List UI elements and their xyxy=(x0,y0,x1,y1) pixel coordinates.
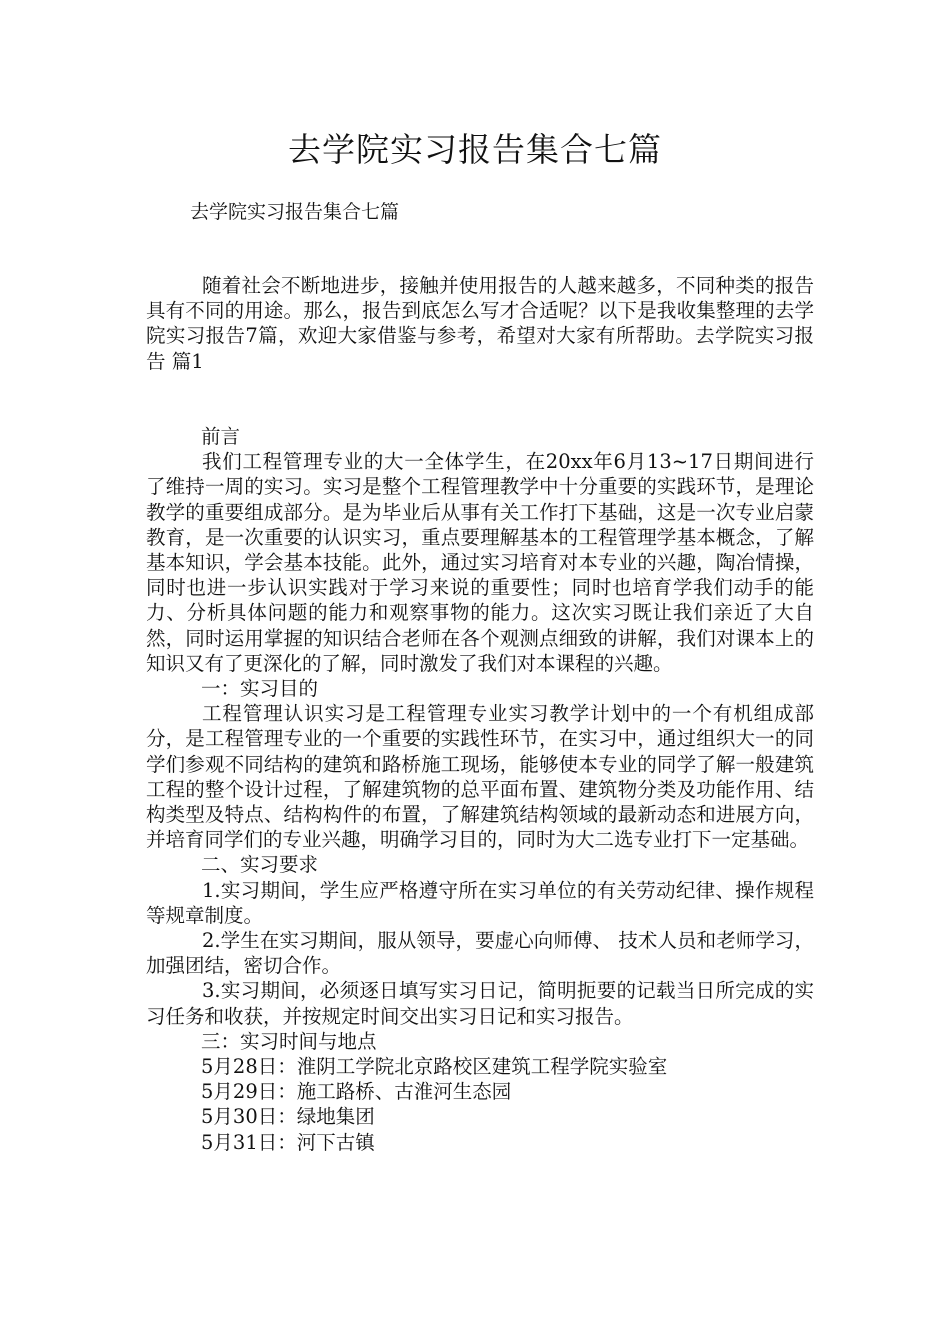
intro-block xyxy=(146,273,814,374)
preface-heading: 前言 xyxy=(201,425,241,448)
purpose-paragraph: 工程管理认识实习是工程管理专业实习教学计划中的一个有机组成部分，是工程管理专业的一个重要的实践性环节，在实习中，通过组织大一的同学们参观不同结构的建筑和路桥施工现场，能够使本专业的同学了解一般建筑工程的整个设计过程，了解建筑物的总平面布置、建筑物分类及功能作用、结构类型及特点、结构构件的布置，了解建筑结构领域的最新动态和进展方向，并培育同学们的专业兴趣，明确学习目的，同时为大二选专业打下一定基础。 xyxy=(146,702,814,852)
section-heading-requirements: 二、实习要求 xyxy=(201,853,319,877)
schedule-item: 5月28日：淮阴工学院北京路校区建筑工程学院实验室 xyxy=(201,1055,668,1079)
schedule-item: 5月30日：绿地集团 xyxy=(201,1105,375,1129)
body-block xyxy=(146,424,814,1155)
requirement-item: 1.实习期间，学生应严格遵守所在实习单位的有关劳动纪律、操作规程等规章制度。 xyxy=(146,878,814,927)
schedule-item: 5月31日：河下古镇 xyxy=(201,1130,375,1154)
document-title: 去学院实习报告集合七篇 xyxy=(288,130,662,169)
document-subtitle: 去学院实习报告集合七篇 xyxy=(190,201,400,223)
requirement-item: 3.实习期间，必须逐日填写实习日记，简明扼要的记载当日所完成的实习任务和收获，并按规定时间交出实习日记和实习报告。 xyxy=(146,979,814,1028)
schedule-item: 5月29日：施工路桥、古淮河生态园 xyxy=(201,1080,512,1104)
requirement-item: 2.学生在实习期间，服从领导，要虚心向师傅、 技术人员和老师学习，加强团结，密切合作。 xyxy=(146,929,814,978)
preface-paragraph: 我们工程管理专业的大一全体学生，在20xx年6月13~17日期间进行了维持一周的实习。实习是整个工程管理教学中十分重要的实践环节，是理论教学的重要组成部分。是为毕业后从事有关工作打下基础，这是一次专业启蒙教育，是一次重要的认识实习，重点要理解基本的工程管理学基本概念，了解基本知识，学会基本技能。此外，通过实习培育对本专业的兴趣，陶冶情操，同时也进一步认识实践对于学习来说的重要性；同时也培育学我们动手的能力、分析具体问题的能力和观察事物的能力。这次实习既让我们亲近了大自然，同时运用掌握的知识结合老师在各个观测点细致的讲解，我们对课本上的知识又有了更深化的了解，同时激发了我们对本课程的兴趣。 xyxy=(146,450,814,675)
section-heading-purpose: 一：实习目的 xyxy=(201,677,319,701)
section-heading-schedule: 三：实习时间与地点 xyxy=(201,1029,377,1053)
intro-paragraph: 随着社会不断地进步，接触并使用报告的人越来越多，不同种类的报告具有不同的用途。那么，报告到底怎么写才合适呢？以下是我收集整理的去学院实习报告7篇，欢迎大家借鉴与参考，希望对大家有所帮助。去学院实习报告 篇1 xyxy=(146,274,814,373)
